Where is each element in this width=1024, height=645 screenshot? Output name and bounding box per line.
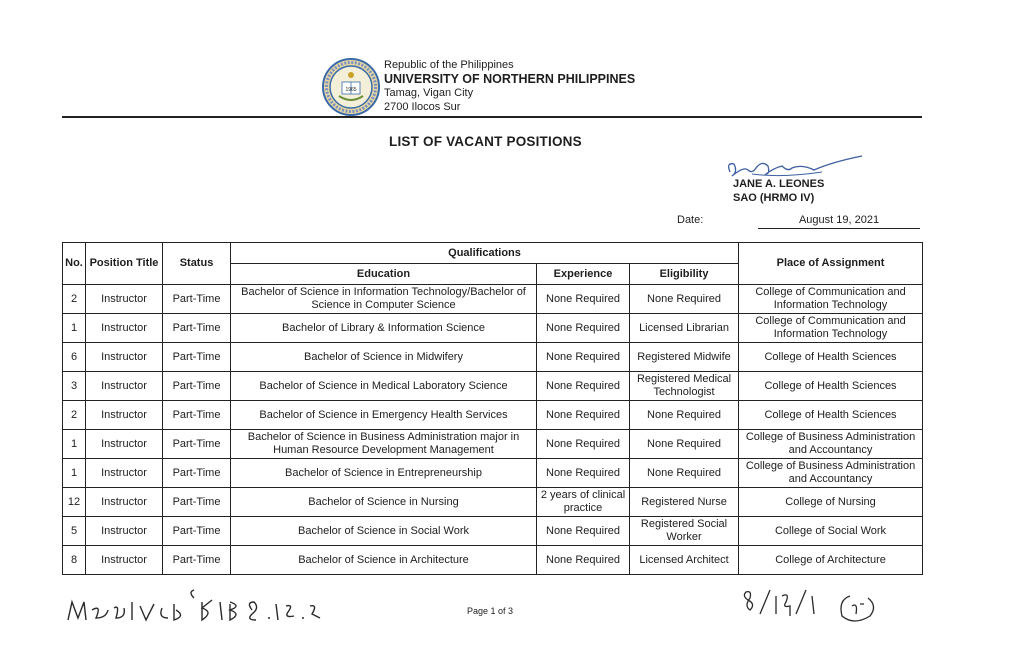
letterhead [384, 58, 635, 114]
cell-education: Bachelor of Science in Entrepreneurship [231, 459, 537, 488]
header-divider [62, 116, 922, 118]
cell-education: Bachelor of Science in Architecture [231, 546, 537, 575]
university-seal-logo [322, 58, 380, 116]
cell-position: Instructor [86, 314, 163, 343]
cell-experience: None Required [537, 546, 630, 575]
cell-status: Part-Time [163, 459, 231, 488]
date-value: August 19, 2021 [758, 214, 920, 229]
header-no: No. [63, 243, 86, 285]
cell-no: 12 [63, 488, 86, 517]
cell-education: Bachelor of Science in Information Technology/Bachelor of Science in Computer Science [231, 285, 537, 314]
table-row [63, 459, 923, 488]
cell-position: Instructor [86, 372, 163, 401]
cell-eligibility: Registered Nurse [630, 488, 739, 517]
header-status: Status [163, 243, 231, 285]
address-line-1: Tamag, Vigan City [384, 87, 474, 99]
cell-experience: None Required [537, 285, 630, 314]
signatory-position: SAO (HRMO IV) [733, 192, 815, 204]
seal-year: 1965 [345, 87, 357, 93]
table-row [63, 314, 923, 343]
cell-status: Part-Time [163, 314, 231, 343]
cell-eligibility: Registered Social Worker [630, 517, 739, 546]
cell-education: Bachelor of Science in Emergency Health Services [231, 401, 537, 430]
cell-position: Instructor [86, 430, 163, 459]
table-row [63, 517, 923, 546]
cell-education: Bachelor of Science in Midwifery [231, 343, 537, 372]
cell-status: Part-Time [163, 401, 231, 430]
cell-eligibility: Registered Medical Technologist [630, 372, 739, 401]
vacant-positions-table [62, 242, 923, 575]
cell-status: Part-Time [163, 285, 231, 314]
cell-status: Part-Time [163, 430, 231, 459]
cell-place: College of Health Sciences [739, 343, 923, 372]
cell-no: 1 [63, 314, 86, 343]
cell-education: Bachelor of Science in Medical Laboratory Science [231, 372, 537, 401]
cell-experience: None Required [537, 343, 630, 372]
cell-experience: None Required [537, 517, 630, 546]
table-row [63, 488, 923, 517]
cell-eligibility: Licensed Librarian [630, 314, 739, 343]
cell-education: Bachelor of Library & Information Science [231, 314, 537, 343]
cell-experience: None Required [537, 314, 630, 343]
cell-place: College of Business Administration and Accountancy [739, 430, 923, 459]
handwritten-received-note [62, 588, 332, 628]
cell-place: College of Business Administration and Accountancy [739, 459, 923, 488]
signatory-block [733, 177, 824, 205]
cell-position: Instructor [86, 459, 163, 488]
handwritten-date-initials [738, 586, 888, 636]
header-position-title: Position Title [86, 243, 163, 285]
cell-experience: None Required [537, 401, 630, 430]
cell-eligibility: None Required [630, 285, 739, 314]
cell-position: Instructor [86, 343, 163, 372]
cell-place: College of Communication and Information Technology [739, 314, 923, 343]
cell-education: Bachelor of Science in Social Work [231, 517, 537, 546]
cell-experience: None Required [537, 372, 630, 401]
republic-line: Republic of the Philippines [384, 59, 514, 71]
cell-experience: None Required [537, 459, 630, 488]
cell-status: Part-Time [163, 343, 231, 372]
cell-place: College of Communication and Information Technology [739, 285, 923, 314]
cell-no: 2 [63, 285, 86, 314]
cell-place: College of Health Sciences [739, 372, 923, 401]
cell-position: Instructor [86, 285, 163, 314]
university-name: UNIVERSITY OF NORTHERN PHILIPPINES [384, 72, 636, 86]
cell-status: Part-Time [163, 546, 231, 575]
cell-eligibility: Registered Midwife [630, 343, 739, 372]
cell-experience: 2 years of clinical practice [537, 488, 630, 517]
date-label: Date: [677, 214, 704, 226]
cell-place: College of Nursing [739, 488, 923, 517]
cell-eligibility: None Required [630, 430, 739, 459]
address-line-2: 2700 Ilocos Sur [384, 101, 461, 113]
cell-no: 2 [63, 401, 86, 430]
cell-eligibility: Licensed Architect [630, 546, 739, 575]
table-row [63, 430, 923, 459]
cell-position: Instructor [86, 546, 163, 575]
cell-status: Part-Time [163, 517, 231, 546]
table-row [63, 372, 923, 401]
cell-place: College of Architecture [739, 546, 923, 575]
cell-position: Instructor [86, 401, 163, 430]
cell-eligibility: None Required [630, 401, 739, 430]
table-row [63, 401, 923, 430]
cell-no: 8 [63, 546, 86, 575]
cell-place: College of Social Work [739, 517, 923, 546]
table-row [63, 546, 923, 575]
table-row [63, 343, 923, 372]
cell-no: 3 [63, 372, 86, 401]
header-experience: Experience [537, 264, 630, 285]
page-number: Page 1 of 3 [467, 606, 514, 616]
cell-education: Bachelor of Science in Business Administration major in Human Resource Development Management [231, 430, 537, 459]
header-eligibility: Eligibility [630, 264, 739, 285]
cell-status: Part-Time [163, 488, 231, 517]
cell-no: 1 [63, 430, 86, 459]
cell-education: Bachelor of Science in Nursing [231, 488, 537, 517]
cell-no: 6 [63, 343, 86, 372]
cell-no: 5 [63, 517, 86, 546]
header-place-of-assignment: Place of Assignment [739, 243, 923, 285]
cell-experience: None Required [537, 430, 630, 459]
cell-eligibility: None Required [630, 459, 739, 488]
signatory-name: JANE A. LEONES [733, 178, 825, 190]
header-qualifications: Qualifications [231, 243, 739, 264]
cell-place: College of Health Sciences [739, 401, 923, 430]
header-education: Education [231, 264, 537, 285]
cell-status: Part-Time [163, 372, 231, 401]
table-row [63, 285, 923, 314]
cell-position: Instructor [86, 517, 163, 546]
cell-position: Instructor [86, 488, 163, 517]
cell-no: 1 [63, 459, 86, 488]
document-title: LIST OF VACANT POSITIONS [389, 134, 582, 149]
